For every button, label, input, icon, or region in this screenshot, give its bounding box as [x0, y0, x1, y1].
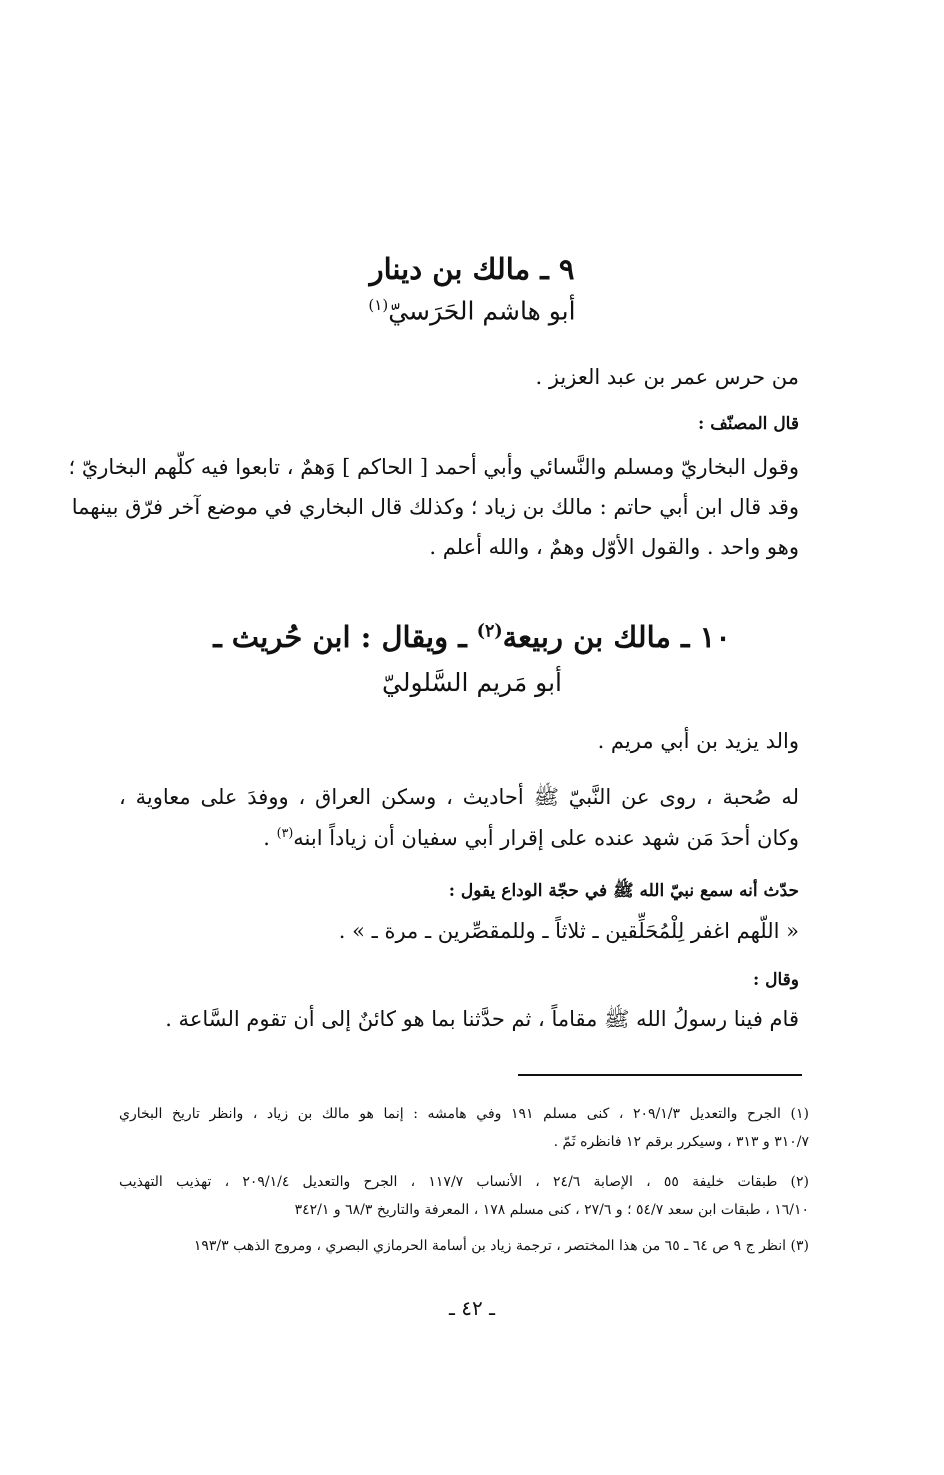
footnote-ref-2: (٢)	[476, 621, 503, 642]
entry10-heading-part2: ـ ويقال : ابن حُريث ـ	[213, 620, 477, 654]
entry9-subheading	[0, 296, 944, 325]
entry9-paragraph-line-2: وقد قال ابن أبي حاتم : مالك بن زياد ؛ وكذلك قال البخاري في موضع آخر فرّق بينهما	[71, 495, 799, 519]
entry10-said-text: قام فينا رسولُ الله ﷺ مقاماً ، ثم حدَّثنا بما هو كائنٌ إلى أن تقوم السَّاعة .	[165, 1007, 799, 1031]
entry9-author-label: قال المصنّف :	[698, 414, 799, 434]
footnote-3-line-1: (٣) انظر ج ٩ ص ٦٤ ـ ٦٥ من هذا المختصر ، ترجمة زياد بن أسامة الحرمازي البصري ، ومروج الذهب ١٩٣/٣	[193, 1238, 809, 1254]
entry10-heading-part1: ١٠ ـ مالك بن ربيعة	[502, 620, 731, 654]
entry9-intro: من حرس عمر بن عبد العزيز .	[535, 365, 799, 389]
entry10-narration-label: حدّث أنه سمع نبيّ الله ﷺ في حجّة الوداع يقول :	[448, 881, 799, 901]
entry10-companion-end: .	[263, 826, 277, 850]
entry10-said-label: وقال :	[752, 970, 799, 990]
footnote-1-line-1: (١) الجرح والتعديل ٢٠٩/١/٣ ، كنى مسلم ١٩١ وفي هامشه : إنما هو مالك بن زياد ، وانظر تاريخ البخاري	[119, 1106, 809, 1122]
footnote-1-line-2: ٣١٠/٧ و ٣١٣ ، وسيكرر برقم ١٢ فانظره ثَمّ .	[553, 1134, 809, 1150]
entry10-companion-line-1: له صُحبة ، روى عن النَّبيّ ﷺ أحاديث ، وسكن العراق ، ووفدَ على معاوية ،	[119, 785, 799, 809]
page-number: ـ ٤٢ ـ	[449, 1296, 495, 1320]
entry10-companion-line-2-text: وكان أحدَ مَن شهد عنده على إقرار أبي سفيان أن زياداً ابنه	[293, 826, 799, 850]
entry9-subheading-text: أبو هاشم الحَرَسيّ	[388, 296, 576, 326]
entry9-heading: ٩ ـ مالك بن دينار	[369, 252, 575, 286]
footnote-separator	[518, 1074, 802, 1076]
entry10-intro: والد يزيد بن أبي مريم .	[597, 729, 799, 753]
entry10-companion-line-2	[119, 818, 799, 853]
entry10-narration-quote: « اللّهم اغفر لِلْمُحَلِّقين ـ ثلاثاً ـ وللمقصِّرين ـ مرة ـ » .	[338, 919, 799, 943]
footnote-ref-3: (٣)	[276, 825, 294, 840]
entry9-paragraph-line-1: وقول البخاريّ ومسلم والنَّسائي وأبي أحمد [ الحاكم ] وَهمٌ ، تابعوا فيه كلّهم البخاريّ ؛	[68, 455, 799, 479]
entry9-paragraph-line-3: وهو واحد . والقول الأوّل وهمٌ ، والله أعلم .	[429, 535, 799, 559]
entry10-subheading: أبو مَريم السَّلوليّ	[381, 668, 562, 697]
footnote-2-line-2: ١٦/١٠ ، طبقات ابن سعد ٥٤/٧ ؛ و ٢٧/٦ ، كنى مسلم ١٧٨ ، المعرفة والتاريخ ٦٨/٣ و ٣٤٢/١	[294, 1202, 809, 1218]
entry10-heading	[0, 620, 944, 654]
footnote-ref-1: (١)	[368, 296, 389, 314]
footnote-2-line-1: (٢) طبقات خليفة ٥٥ ، الإصابة ٢٤/٦ ، الأنساب ١١٧/٧ ، الجرح والتعديل ٢٠٩/١/٤ ، تهذيب التهذيب	[119, 1174, 810, 1190]
